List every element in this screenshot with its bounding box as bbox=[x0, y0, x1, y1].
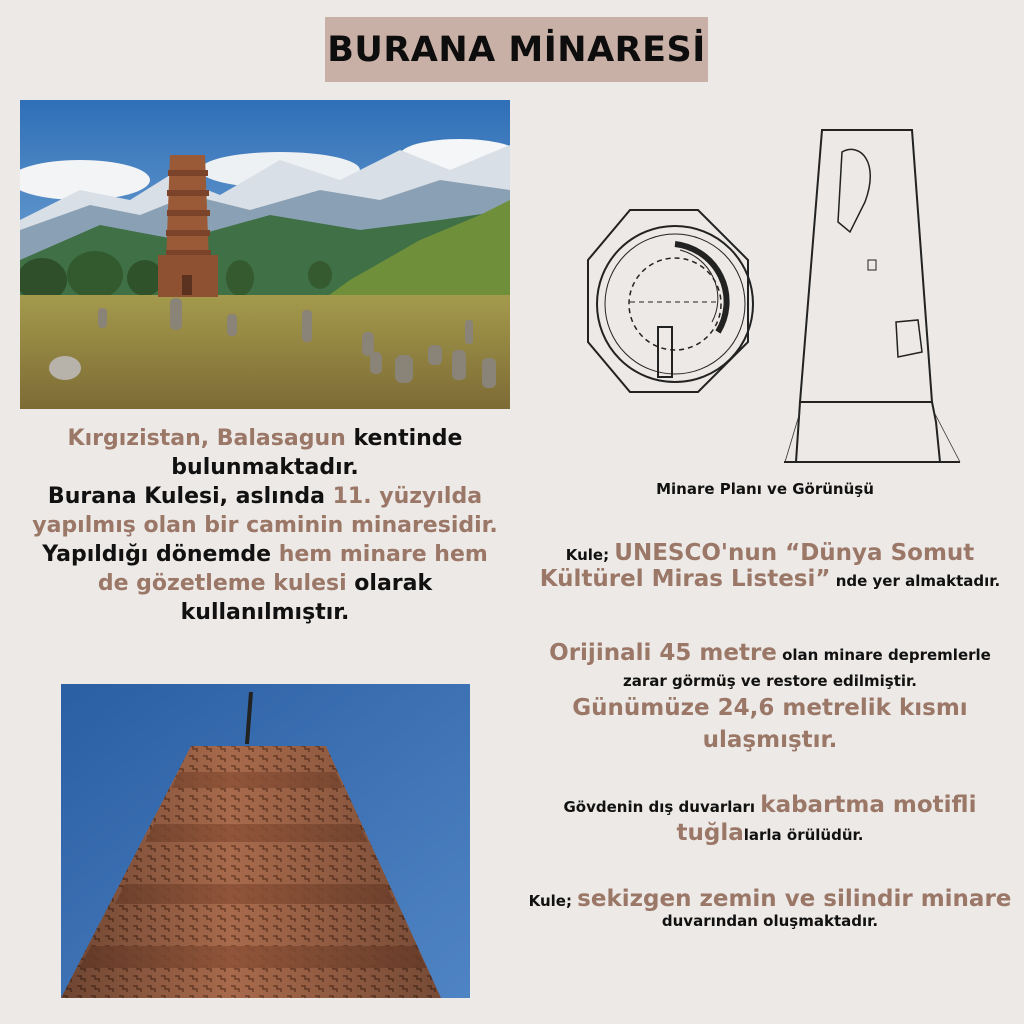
text-segment: Kule; bbox=[565, 546, 615, 564]
text-segment: Kule; bbox=[528, 892, 578, 910]
original-height-highlight: Orijinali 45 metre bbox=[549, 640, 777, 666]
text-segment: olarak bbox=[346, 571, 433, 596]
unesco-info bbox=[520, 540, 1020, 592]
unesco-highlight: UNESCO'nun “Dünya Somut bbox=[614, 540, 975, 566]
location-description bbox=[20, 424, 510, 627]
text-line: kullanılmıştır. bbox=[180, 600, 350, 625]
current-height-highlight: Günümüze 24,6 metrelik kısmı bbox=[572, 695, 968, 721]
text-line: duvarından oluşmaktadır. bbox=[661, 912, 879, 930]
text-segment: Gövdenin dış duvarları bbox=[563, 798, 761, 816]
title-banner bbox=[325, 17, 708, 82]
tower-closeup-photo bbox=[61, 684, 470, 998]
text-segment: Burana Kulesi, aslında bbox=[47, 484, 333, 509]
mosque-highlight: yapılmış olan bir caminin minaresidir. bbox=[32, 513, 498, 538]
drawing-caption: Minare Planı ve Görünüşü bbox=[656, 480, 874, 498]
walls-info bbox=[520, 792, 1020, 846]
page-title: BURANA MİNARESİ bbox=[327, 29, 706, 70]
text-segment: nde yer almaktadır. bbox=[830, 572, 1001, 590]
text-segment: kentinde bbox=[345, 426, 463, 451]
burana-landscape-photo bbox=[20, 100, 510, 409]
usage-highlight: hem minare hem bbox=[278, 542, 488, 567]
structure-info bbox=[520, 886, 1020, 930]
brick-highlight: tuğla bbox=[676, 820, 744, 846]
text-segment: olan minare depremlerle bbox=[776, 646, 991, 664]
text-line: bulunmaktadır. bbox=[171, 455, 359, 480]
watchtower-highlight: de gözetleme kulesi bbox=[97, 571, 347, 596]
century-highlight: 11. yüzyılda bbox=[332, 484, 483, 509]
minaret-plan-drawing bbox=[580, 122, 970, 474]
text-segment: larla örülüdür. bbox=[743, 826, 864, 844]
text-segment: Yapıldığı dönemde bbox=[42, 542, 279, 567]
location-highlight: Kırgızistan, Balasagun bbox=[67, 426, 346, 451]
heritage-list-highlight: Kültürel Miras Listesi” bbox=[539, 566, 831, 592]
octagon-base-highlight: sekizgen zemin ve silindir minare bbox=[577, 886, 1012, 912]
current-height-highlight-2: ulaşmıştır. bbox=[702, 727, 838, 753]
height-info bbox=[520, 638, 1020, 756]
text-line: zarar görmüş ve restore edilmiştir. bbox=[623, 672, 917, 690]
relief-brick-highlight: kabartma motifli bbox=[760, 792, 977, 818]
